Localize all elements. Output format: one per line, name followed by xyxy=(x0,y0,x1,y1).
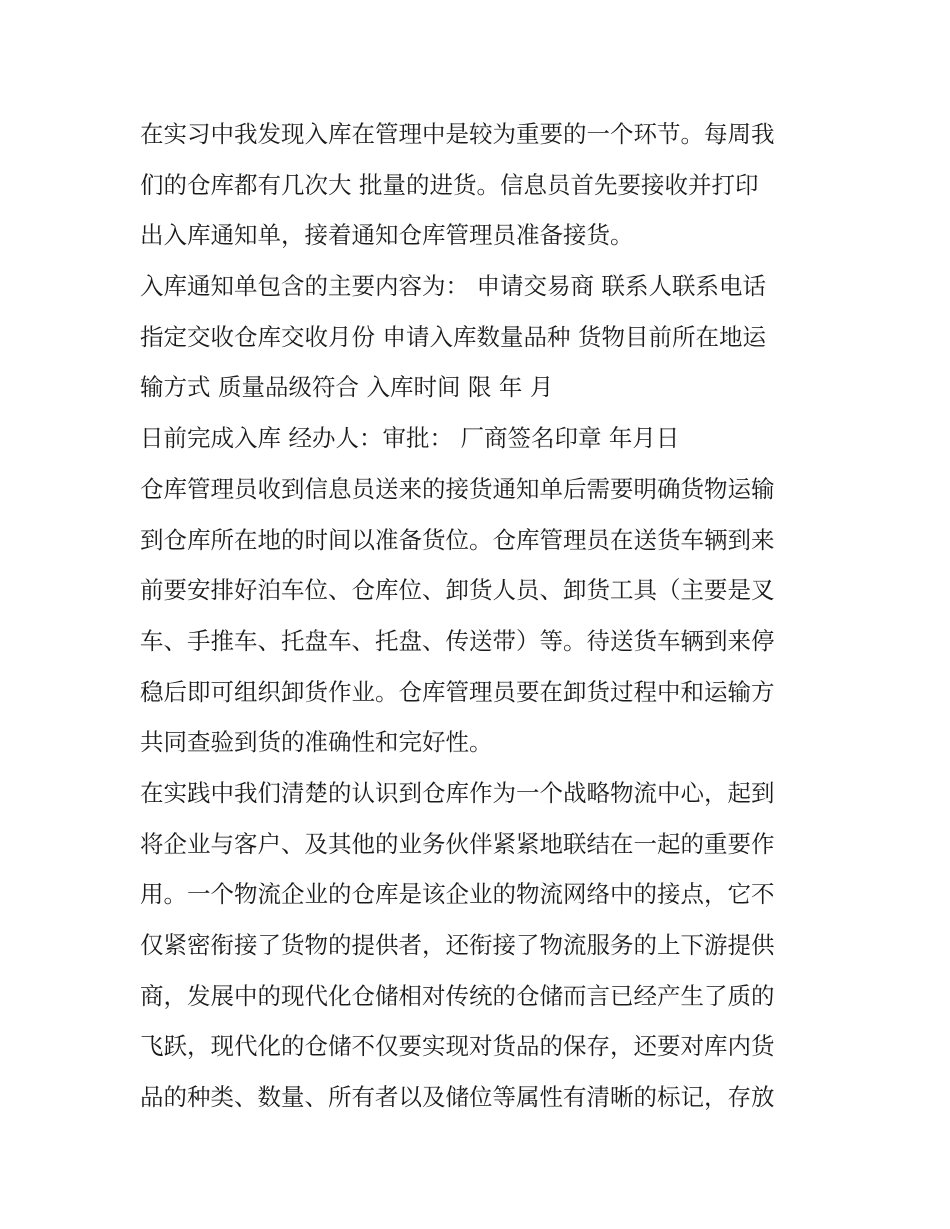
text-line: 们的仓库都有几次大 批量的进货。信息员首先要接收并打印 xyxy=(140,170,759,199)
text-line: 入库通知单包含的主要内容为： 申请交易商 联系人联系电话 xyxy=(140,272,766,301)
text-line: 到仓库所在地的时间以准备货位。仓库管理员在送货车辆到来 xyxy=(140,525,775,554)
text-line: 品的种类、数量、所有者以及储位等属性有清晰的标记，存放 xyxy=(140,1083,775,1112)
text-line: 车、手推车、托盘车、托盘、传送带）等。待送货车辆到来停 xyxy=(140,626,775,655)
text-line: 共同查验到货的准确性和完好性。 xyxy=(140,728,493,757)
text-line: 在实习中我发现入库在管理中是较为重要的一个环节。每周我 xyxy=(140,120,775,148)
text-line: 出入库通知单，接着通知仓库管理员准备接货。 xyxy=(140,221,634,250)
text-line: 输方式 质量品级符合 入库时间 限 年 月 xyxy=(140,373,554,402)
text-line: 商，发展中的现代化仓储相对传统的仓储而言已经产生了质的 xyxy=(140,981,775,1010)
text-line: 稳后即可组织卸货作业。仓库管理员要在卸货过程中和运输方 xyxy=(140,677,775,706)
body-text xyxy=(140,109,820,1123)
text-line: 将企业与客户、及其他的业务伙伴紧紧地联结在一起的重要作 xyxy=(140,829,775,858)
text-line: 用。一个物流企业的仓库是该企业的物流网络中的接点，它不 xyxy=(140,880,775,909)
text-line: 日前完成入库 经办人：审批： 厂商签名印章 年月日 xyxy=(140,424,680,453)
text-line: 前要安排好泊车位、仓库位、卸货人员、卸货工具（主要是叉 xyxy=(140,576,775,605)
text-line: 飞跃，现代化的仓储不仅要实现对货品的保存，还要对库内货 xyxy=(140,1032,775,1061)
text-line: 指定交收仓库交收月份 申请入库数量品种 货物目前所在地运 xyxy=(140,322,766,351)
text-line: 仓库管理员收到信息员送来的接货通知单后需要明确货物运输 xyxy=(140,474,775,503)
text-line: 在实践中我们清楚的认识到仓库作为一个战略物流中心，起到 xyxy=(140,778,775,807)
text-line: 仅紧密衔接了货物的提供者，还衔接了物流服务的上下游提供 xyxy=(140,931,775,959)
